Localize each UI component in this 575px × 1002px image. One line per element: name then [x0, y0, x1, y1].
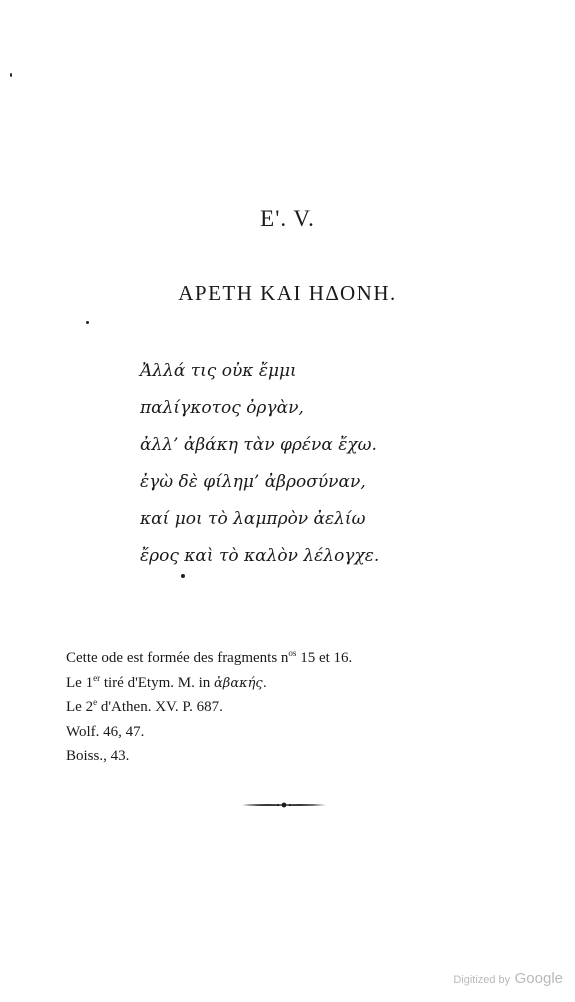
paper-speck [86, 321, 89, 324]
source-notes [66, 647, 506, 770]
verse-line: Ἀλλά τις οὐκ ἔμμι [140, 361, 297, 381]
verse-line: παλίγκοτος ὀργὰν, [140, 398, 304, 418]
ode-number: E'. V. [260, 206, 315, 231]
note-text: 15 et 16. [296, 650, 353, 666]
note-superscript: er [93, 672, 101, 683]
note-greek-word: ἀβακής. [214, 675, 267, 691]
note-line: Wolf. 46, 47. [66, 723, 145, 740]
note-superscript: os [288, 648, 297, 658]
watermark-prefix: Digitized by [453, 974, 511, 986]
verse-line: ἐγὼ δὲ φίλημ’ ἀβροσύναν, [140, 472, 366, 492]
note-text: d'Athen. XV. P. 687. [97, 699, 223, 715]
note-line: Boiss., 43. [66, 748, 130, 764]
paper-speck [10, 73, 12, 77]
note-text: tiré d'Etym. M. in [100, 674, 215, 691]
verse-line: καί μοι τὸ λαμπρὸν ἀελίω [140, 509, 366, 529]
note-text: Le 1 [66, 674, 94, 691]
verse-line: ἀλλ’ ἀβάκη τὰν φρένα ἔχω. [140, 435, 377, 455]
note-line [66, 696, 506, 721]
ornamental-rule [242, 798, 326, 812]
note-text: Le 2 [66, 699, 94, 715]
note-line [66, 672, 506, 697]
greek-verse [140, 356, 470, 578]
note-superscript: e [93, 697, 98, 707]
note-text: Cette ode est formée des fragments n [66, 650, 289, 666]
ode-title: ΑΡΕΤΗ ΚΑΙ ΗΔΟΝΗ. [178, 281, 397, 305]
digitized-by-watermark [453, 970, 563, 988]
watermark-brand: Google [514, 970, 563, 987]
verse-line: ἔρος καὶ τὸ καλὸν λέλογχε. [140, 546, 380, 566]
note-line [66, 647, 506, 672]
